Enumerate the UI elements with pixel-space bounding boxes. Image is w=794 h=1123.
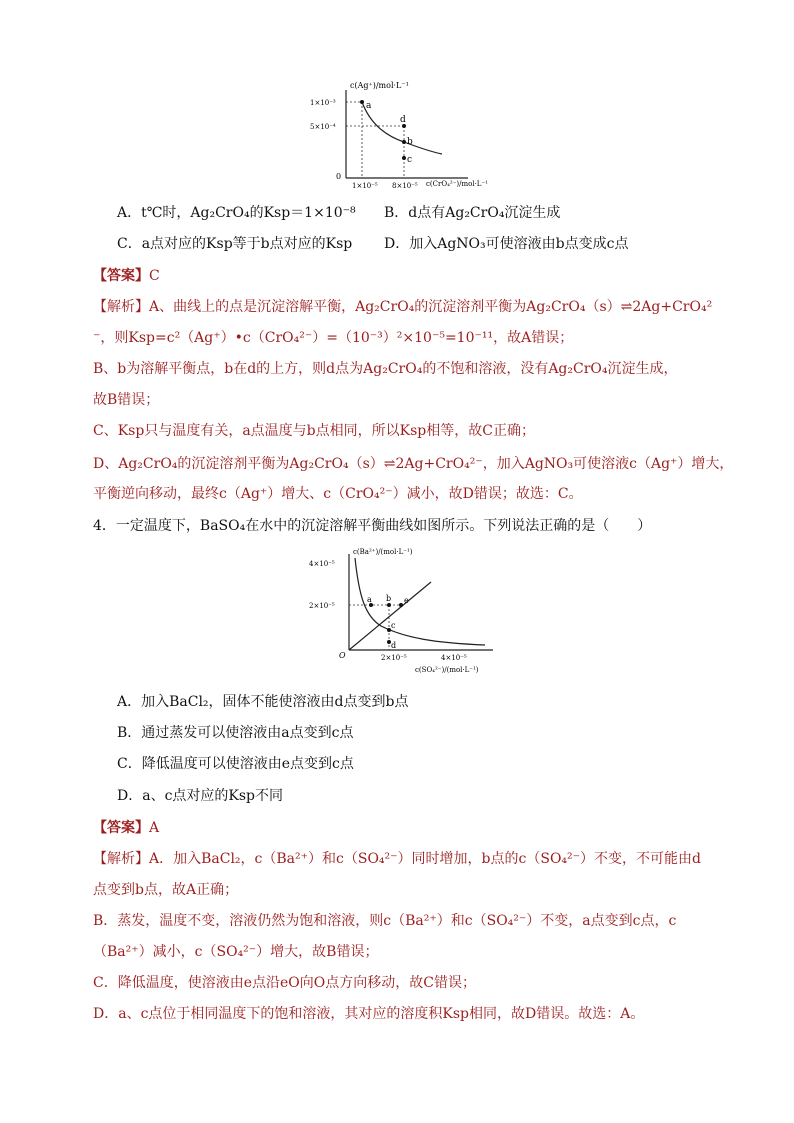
x-axis-label: c(SO₄²⁻)/(mol·L⁻¹) [415,666,479,674]
point-label-a: a [367,595,372,604]
x-tick-1: 1×10⁻⁵ [352,182,378,190]
q3-option-c: C．a点对应的Ksp等于b点对应的Ksp [117,236,353,252]
q3-option-d: D．加入AgNO₃可使溶液由b点变成c点 [384,236,629,252]
q4-option-b: B．通过蒸发可以使溶液由a点变到c点 [117,725,354,741]
q3-analysis-line-5: C、Ksp只与温度有关，a点温度与b点相同，所以Ksp相等，故C正确； [93,423,535,439]
q4-option-c: C．降低温度可以使溶液由e点变到c点 [117,756,354,772]
origin-label: O [339,651,346,660]
solubility-curve [362,102,442,154]
point-label-d: d [391,641,397,650]
origin-label: 0 [336,172,342,181]
x-tick-2: 8×10⁻⁵ [392,182,418,190]
point-a [360,100,364,104]
q4-option-a: A．加入BaCl₂，固体不能使溶液由d点变到b点 [117,694,409,710]
y-axis-label: c(Ag⁺)/mol·L⁻¹ [350,81,409,90]
x-axis-label: c(CrO₄²⁻)/mol·L⁻¹ [426,180,488,188]
x-tick-2: 4×10⁻⁵ [441,654,467,662]
x-tick-1: 2×10⁻⁵ [381,654,407,662]
y-axis-label: c(Ba²⁺)/(mol·L⁻¹) [353,548,413,556]
q3-analysis-line-6: D、Ag₂CrO₄的沉淀溶剂平衡为Ag₂CrO₄（s）⇌2Ag+CrO₄²⁻，加入AgNO₃可使溶液c（Ag⁺）增大， [93,456,734,472]
q3-analysis-line-3: B、b为溶解平衡点，b在d的上方，则d点为Ag₂CrO₄的不饱和溶液，没有Ag₂CrO₄沉淀生成， [93,361,678,377]
q3-answer [93,266,160,286]
ksp-figure-ag2cro4 [308,78,508,190]
point-label-c: d [400,115,406,125]
point-label-a: a [366,101,372,111]
answer-label: 【答案】 [93,268,149,284]
point-e [399,603,403,607]
answer-label: 【答案】 [93,820,149,836]
q3-option-a: A．t℃时，Ag₂CrO₄的Ksp＝1×10⁻⁸ [117,205,356,221]
point-label-d: c [407,155,413,165]
point-label-c: c [391,621,396,630]
point-label-b: b [407,137,413,147]
y-tick-2: 5×10⁻⁴ [310,123,336,131]
q4-stem: 4．一定温度下，BaSO₄在水中的沉淀溶解平衡曲线如图所示。下列说法正确的是（ ） [93,518,652,534]
q4-answer [93,818,159,838]
y-tick-1: 4×10⁻⁵ [309,560,335,568]
q3-analysis-line-1: 【解析】A、曲线上的点是沉淀溶解平衡，Ag₂CrO₄的沉淀溶剂平衡为Ag₂CrO₄（s）⇌2Ag+CrO₄² [93,299,713,315]
q4-analysis-line-3: B．蒸发，温度不变，溶液仍然为饱和溶液，则c（Ba²⁺）和c（SO₄²⁻）不变，a点变到c点，c [93,913,677,929]
q4-analysis-line-1: 【解析】A．加入BaCl₂，c（Ba²⁺）和c（SO₄²⁻）同时增加，b点的c（SO₄²⁻）不变，不可能由d [93,851,701,867]
solubility-curve [355,558,485,645]
point-b [402,140,406,144]
line-eo [349,582,431,650]
y-tick-1: 1×10⁻³ [310,99,336,107]
point-d [402,156,406,160]
point-label-b: b [386,594,392,603]
q3-analysis-line-4: 故B错误； [93,392,160,408]
y-tick-2: 2×10⁻⁵ [309,602,335,610]
q3-option-b: B．d点有Ag₂CrO₄沉淀生成 [384,205,561,221]
q4-analysis-line-2: 点变到b点，故A正确； [93,882,239,898]
q4-option-d: D．a、c点对应的Ksp不同 [117,788,284,804]
q4-analysis-line-6: D．a、c点位于相同温度下的饱和溶液，其对应的溶度积Ksp相同，故D错误。故选：A。 [93,1006,645,1022]
q4-analysis-line-5: C．降低温度，使溶液由e点沿eO向O点方向移动，故C错误； [93,975,476,991]
point-b [387,603,391,607]
answer-value: A [149,820,160,836]
q4-analysis-line-4: （Ba²⁺）减小，c（SO₄²⁻）增大，故B错误； [93,944,379,960]
q3-analysis-line-2: ⁻，则Ksp=c²（Ag⁺）•c（CrO₄²⁻）=（10⁻³）²×10⁻⁵=10⁻¹¹，故A错误； [93,330,574,346]
answer-value: C [149,268,160,284]
point-label-e: e [404,596,409,605]
ksp-figure-baso4 [305,546,505,678]
q3-analysis-line-7: 平衡逆向移动，最终c（Ag⁺）增大、c（CrO₄²⁻）减小，故D错误；故选：C。 [93,486,583,502]
